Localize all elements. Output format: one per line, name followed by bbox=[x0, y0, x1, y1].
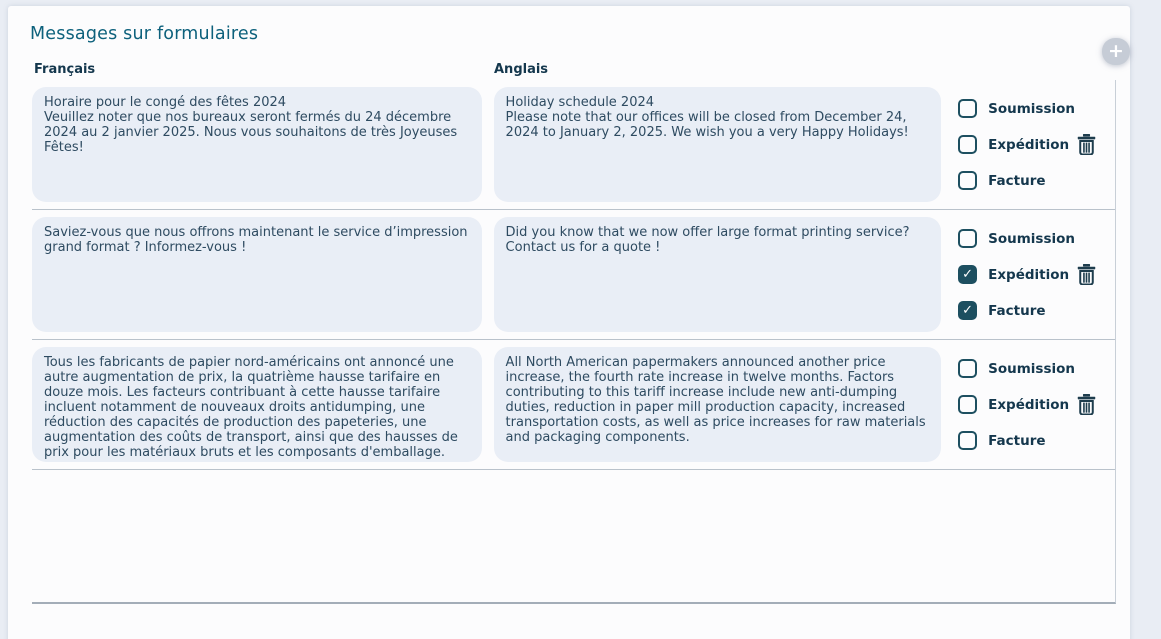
trash-icon bbox=[1077, 134, 1096, 155]
add-message-button[interactable]: + bbox=[1102, 38, 1130, 65]
trash-icon bbox=[1077, 394, 1096, 415]
messages-rows bbox=[32, 80, 1115, 470]
message-options bbox=[953, 87, 1115, 202]
expedition-checkbox[interactable] bbox=[958, 265, 1075, 284]
soumission-checkbox[interactable] bbox=[958, 99, 1075, 118]
delete-message-button[interactable] bbox=[1075, 392, 1098, 417]
checkbox-label: Facture bbox=[988, 432, 1046, 449]
soumission-checkbox[interactable] bbox=[958, 229, 1075, 248]
english-message-input[interactable] bbox=[494, 347, 942, 462]
message-options bbox=[953, 217, 1115, 332]
checkbox-box[interactable] bbox=[958, 431, 977, 450]
checkbox-box[interactable] bbox=[958, 359, 977, 378]
english-message-input[interactable] bbox=[494, 217, 942, 332]
delete-message-button[interactable] bbox=[1075, 262, 1098, 287]
french-message-input[interactable] bbox=[32, 217, 482, 332]
checkbox-group bbox=[958, 359, 1075, 450]
checkbox-label: Expédition bbox=[988, 136, 1070, 153]
facture-checkbox[interactable] bbox=[958, 431, 1075, 450]
checkbox-box[interactable] bbox=[958, 171, 977, 190]
facture-checkbox[interactable] bbox=[958, 301, 1075, 320]
checkbox-box[interactable] bbox=[958, 395, 977, 414]
messages-list bbox=[32, 80, 1116, 604]
checkbox-box[interactable] bbox=[958, 301, 977, 320]
english-message-input[interactable] bbox=[494, 87, 942, 202]
french-column-header: Français bbox=[34, 62, 96, 77]
delete-message-button[interactable] bbox=[1075, 132, 1098, 157]
expedition-checkbox[interactable] bbox=[958, 395, 1075, 414]
checkbox-group bbox=[958, 99, 1075, 190]
checkbox-label: Soumission bbox=[988, 360, 1075, 377]
checkbox-label: Soumission bbox=[988, 100, 1075, 117]
page-title: Messages sur formulaires bbox=[30, 24, 259, 44]
facture-checkbox[interactable] bbox=[958, 171, 1075, 190]
checkbox-group bbox=[958, 229, 1075, 320]
checkbox-box[interactable] bbox=[958, 135, 977, 154]
checkbox-label: Soumission bbox=[988, 230, 1075, 247]
english-column-header: Anglais bbox=[494, 62, 549, 77]
message-row bbox=[32, 210, 1115, 340]
message-row bbox=[32, 80, 1115, 210]
expedition-checkbox[interactable] bbox=[958, 135, 1075, 154]
checkbox-box[interactable] bbox=[958, 99, 977, 118]
empty-row bbox=[32, 470, 1115, 602]
message-options bbox=[953, 347, 1115, 462]
checkbox-label: Facture bbox=[988, 172, 1046, 189]
checkbox-box[interactable] bbox=[958, 229, 977, 248]
checkbox-label: Expédition bbox=[988, 396, 1070, 413]
checkbox-label: Facture bbox=[988, 302, 1046, 319]
trash-icon bbox=[1077, 264, 1096, 285]
message-row bbox=[32, 340, 1115, 470]
french-message-input[interactable] bbox=[32, 347, 482, 462]
checkbox-label: Expédition bbox=[988, 266, 1070, 283]
checkbox-box[interactable] bbox=[958, 265, 977, 284]
messages-panel bbox=[8, 6, 1130, 639]
column-headers bbox=[32, 62, 1116, 77]
soumission-checkbox[interactable] bbox=[958, 359, 1075, 378]
french-message-input[interactable] bbox=[32, 87, 482, 202]
